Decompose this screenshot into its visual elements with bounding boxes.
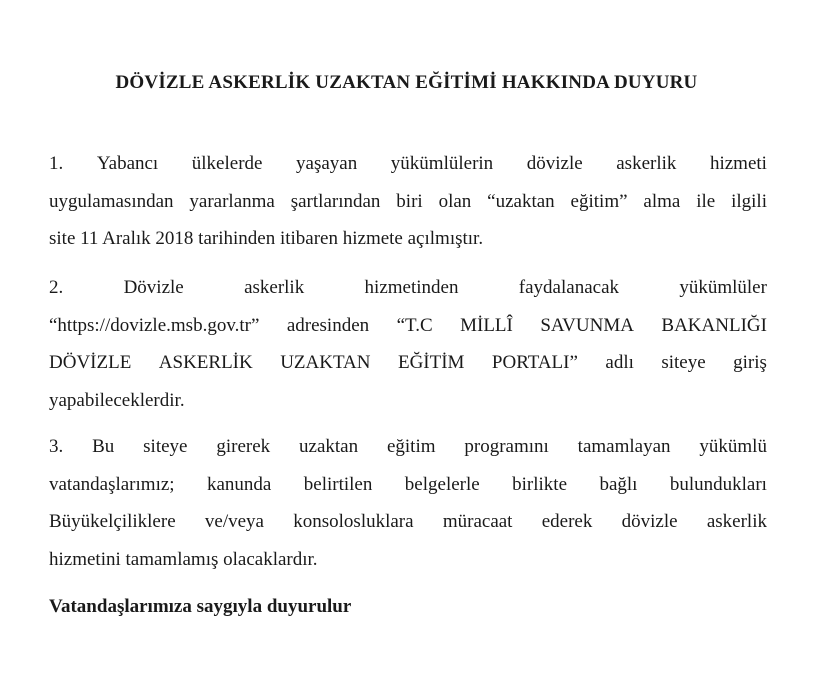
word: dövizle <box>526 153 583 174</box>
word: ilgili <box>731 190 767 212</box>
word: siteye <box>661 352 706 373</box>
word: MİLLÎ <box>460 314 513 336</box>
word: yararlanma <box>189 190 275 212</box>
word: Dövizle <box>123 277 184 298</box>
word: uygulamasından <box>49 190 174 212</box>
word: ülkelerde <box>191 153 263 174</box>
word: ederek <box>541 511 593 532</box>
word: eğitim” <box>570 190 628 212</box>
word: adresinden <box>286 314 370 336</box>
word: UZAKTAN <box>280 352 371 373</box>
word: giriş <box>733 352 767 373</box>
paragraph-2 <box>49 269 767 419</box>
word: “T.C <box>396 314 433 336</box>
word: “uzaktan <box>487 190 555 212</box>
paragraph-line <box>49 269 767 307</box>
word: dövizle <box>621 511 678 532</box>
word: vatandaşlarımız; <box>49 473 175 495</box>
word: kanunda <box>206 473 272 495</box>
word: BAKANLIĞI <box>661 314 767 336</box>
word: askerlik <box>244 277 305 298</box>
word: “https://dovizle.msb.gov.tr” <box>49 314 260 336</box>
word: DÖVİZLE <box>49 352 132 373</box>
word: yükümlü <box>699 436 767 457</box>
word: ve/veya <box>204 511 264 532</box>
word: Yabancı <box>96 153 159 174</box>
word: biri <box>396 190 423 212</box>
word: şartlarından <box>290 190 381 212</box>
word: girerek <box>216 436 271 457</box>
word: alma <box>643 190 681 212</box>
paragraph-1 <box>49 145 767 258</box>
word: Bu <box>92 436 115 457</box>
word: müracaat <box>442 511 513 532</box>
word: 3. <box>49 436 64 457</box>
word: yükümlülerin <box>390 153 494 174</box>
paragraph-line <box>49 466 767 504</box>
word: faydalanacak <box>518 277 620 298</box>
paragraph-line: yapabileceklerdir. <box>49 389 185 411</box>
closing-statement: Vatandaşlarımıza saygıyla duyurulur <box>49 596 352 617</box>
word: askerlik <box>616 153 677 174</box>
word: 1. <box>49 153 64 174</box>
word: askerlik <box>706 511 767 532</box>
document-title: DÖVİZLE ASKERLİK UZAKTAN EĞİTİMİ HAKKINDA DUYURU <box>115 72 698 93</box>
word: yükümlüler <box>679 277 767 298</box>
word: belirtilen <box>303 473 373 495</box>
word: bağlı <box>599 473 638 495</box>
paragraph-line <box>49 344 767 382</box>
paragraph-line: site 11 Aralık 2018 tarihinden itibaren hizmete açılmıştır. <box>49 228 484 249</box>
word: uzaktan <box>299 436 359 457</box>
word: adlı <box>605 352 634 373</box>
word: hizmeti <box>709 153 767 174</box>
paragraph-line <box>49 428 767 466</box>
word: hizmetinden <box>364 277 459 298</box>
word: ile <box>696 190 716 212</box>
word: siteye <box>143 436 188 457</box>
word: belgelerle <box>404 473 480 495</box>
word: SAVUNMA <box>540 314 634 336</box>
word: programını <box>464 436 549 457</box>
word: bulundukları <box>669 473 767 495</box>
word: ASKERLİK <box>158 352 253 373</box>
word: olan <box>438 190 472 212</box>
word: eğitim <box>386 436 436 457</box>
paragraph-line <box>49 183 767 221</box>
paragraph-line <box>49 503 767 541</box>
word: birlikte <box>512 473 568 495</box>
paragraph-line: hizmetini tamamlamış olacaklardır. <box>49 548 318 570</box>
word: tamamlayan <box>577 436 671 457</box>
word: konsolosluklara <box>293 511 414 532</box>
paragraph-line <box>49 145 767 183</box>
word: EĞİTİM <box>397 352 465 373</box>
paragraph-line <box>49 307 767 345</box>
word: yaşayan <box>296 153 358 174</box>
word: Büyükelçiliklere <box>49 511 176 532</box>
paragraph-3 <box>49 428 767 578</box>
word: PORTALI” <box>491 352 578 373</box>
word: 2. <box>49 277 64 298</box>
